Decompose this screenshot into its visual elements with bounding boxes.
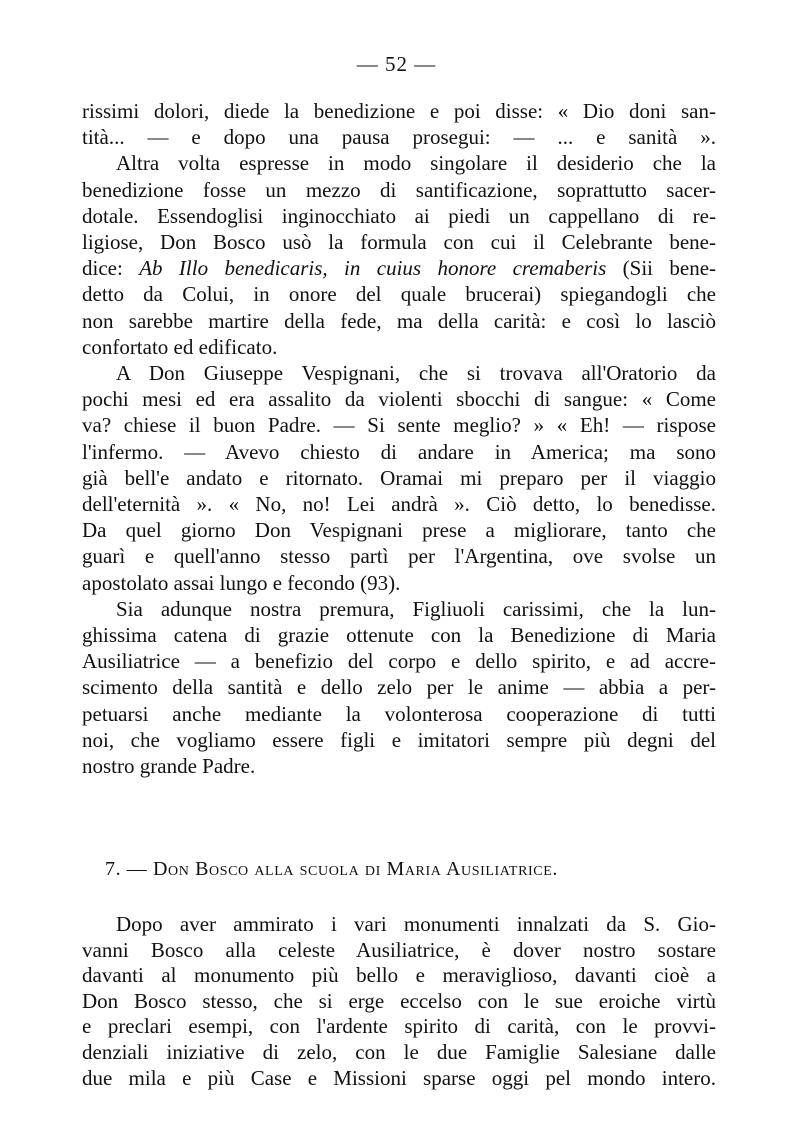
text-line: Altra volta espresse in modo singolare il desiderio che la	[116, 151, 716, 176]
text-line: Da quel giorno Don Vespignani prese a migliorare, tanto che	[82, 518, 716, 543]
text-line: dotale. Essendoglisi inginocchiato ai piedi un cappellano di re-	[82, 203, 716, 228]
text-line: già bell'e andato e ritornato. Oramai mi preparo per il viaggio	[82, 465, 716, 490]
page-number: — 52 —	[356, 52, 437, 76]
text-line: A Don Giuseppe Vespignani, che si trovava all'Oratorio da	[116, 361, 716, 386]
text-line: due mila e più Case e Missioni sparse oggi pel mondo intero.	[82, 1065, 716, 1090]
latin-formula: Ab Illo benedicaris, in cuius honore cremaberis	[139, 256, 607, 281]
text-line: confortato ed edificato.	[82, 334, 278, 359]
text-line: davanti al monumento più bello e meraviglioso, davanti cioè a	[82, 963, 716, 988]
text-line: Dopo aver ammirato i vari monumenti innalzati da S. Gio-	[116, 912, 716, 936]
text-line: guarì e quell'anno stesso partì per l'Argentina, ove svolse un	[82, 544, 716, 569]
text-line: nostro grande Padre.	[82, 754, 256, 779]
text-line: tità... — e dopo una pausa prosegui: — ... e sanità ».	[82, 125, 716, 150]
text-line: apostolato assai lungo e fecondo (93).	[82, 570, 401, 595]
text-line: l'infermo. — Avevo chiesto di andare in America; ma sono	[82, 439, 716, 464]
text-fragment: (Sii bene-	[606, 256, 717, 281]
text-block-section-7	[82, 912, 716, 1091]
text-line: Don Bosco stesso, che si erge eccelso con le sue eroiche virtù	[82, 988, 716, 1013]
text-line: scimento della santità e dello zelo per le anime — abbia a per-	[82, 675, 716, 700]
text-line: rissimi dolori, diede la benedizione e poi disse: « Dio doni san-	[82, 99, 716, 123]
text-line: Sia adunque nostra premura, Figliuoli carissimi, che la lun-	[116, 596, 716, 621]
text-line: ligiose, Don Bosco usò la formula con cui il Celebrante bene-	[82, 230, 716, 255]
text-line: pochi mesi ed era assalito da violenti sbocchi di sangue: « Come	[82, 387, 716, 412]
text-line: dell'eternità ». « No, no! Lei andrà ». Ciò detto, lo benedisse.	[82, 492, 716, 517]
text-line: ghissima catena di grazie ottenute con la Benedizione di Maria	[82, 623, 716, 648]
text-line: e preclari esempi, con l'ardente spirito di carità, con le provvi-	[82, 1014, 716, 1039]
text-block-continuation	[82, 98, 716, 779]
text-line-latin-formula	[82, 255, 716, 281]
section-number: 7. —	[105, 858, 153, 880]
text-line: benedizione fosse un mezzo di santificazione, soprattutto sacer-	[82, 177, 716, 202]
text-line: petuarsi anche mediante la volonterosa cooperazione di tutti	[82, 701, 716, 726]
text-line: detto da Colui, in onore del quale brucerai) spiegandogli che	[82, 282, 716, 307]
text-line: Ausiliatrice — a benefizio del corpo e dello spirito, e ad accre-	[82, 649, 716, 674]
text-line: denziali iniziative di zelo, con le due Famiglie Salesiane dalle	[82, 1039, 716, 1064]
text-fragment: dice:	[82, 256, 140, 281]
text-line: non sarebbe martire della fede, ma della carità: e così lo lasciò	[82, 308, 716, 333]
text-line: vanni Bosco alla celeste Ausiliatrice, è dover nostro sostare	[82, 937, 716, 962]
text-line: noi, che vogliamo essere figli e imitatori sempre più degni del	[82, 727, 716, 752]
section-heading	[105, 858, 725, 881]
section-title: Don Bosco alla scuola di Maria Ausiliatrice.	[153, 858, 558, 880]
text-line: va? chiese il buon Padre. — Si sente meglio? » « Eh! — rispose	[82, 413, 716, 438]
